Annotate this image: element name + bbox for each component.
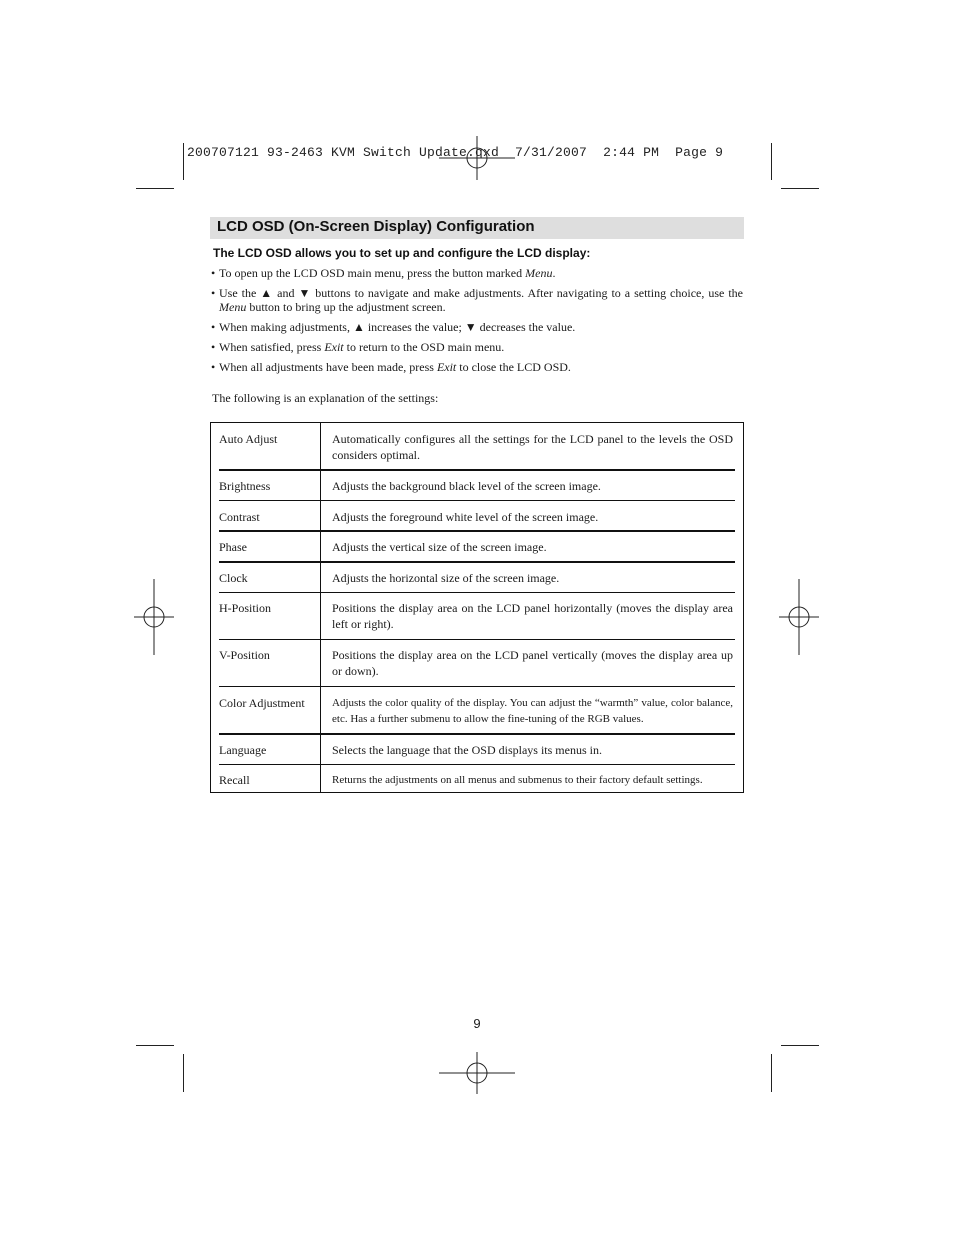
list-item-emphasis: Menu — [525, 266, 553, 280]
setting-name: Phase — [219, 540, 247, 554]
intro-text: The LCD OSD allows you to set up and configure the LCD display: — [213, 246, 591, 260]
column-divider — [320, 423, 321, 792]
row-divider — [219, 500, 735, 501]
setting-description: Positions the display area on the LCD panel horizontally (moves the display area left or right). — [332, 601, 733, 631]
setting-name: Language — [219, 743, 267, 757]
setting-name: Clock — [219, 571, 248, 585]
registration-mark-icon — [439, 1052, 515, 1094]
setting-description: Adjusts the background black level of the screen image. — [332, 479, 601, 493]
row-divider — [219, 530, 735, 532]
registration-mark-icon — [134, 579, 174, 655]
list-item-text: to return to the OSD main menu. — [343, 340, 505, 354]
setting-name: Auto Adjust — [219, 432, 278, 446]
bullet-icon: • — [211, 266, 216, 280]
crop-mark — [136, 1045, 174, 1046]
setting-description: Returns the adjustments on all menus and submenus to their factory default settings. — [332, 774, 703, 786]
setting-name: Brightness — [219, 479, 271, 493]
crop-mark — [136, 188, 174, 189]
list-item — [211, 266, 743, 280]
bullet-icon: • — [211, 286, 216, 300]
list-item-text: When satisfied, press — [219, 340, 325, 354]
setting-name: V-Position — [219, 648, 270, 662]
registration-mark-icon — [779, 579, 819, 655]
crop-mark — [771, 1054, 772, 1092]
bullet-icon: • — [211, 320, 216, 334]
row-divider — [219, 561, 735, 563]
crop-mark — [771, 143, 772, 180]
crop-mark — [183, 1054, 184, 1092]
list-item-text: . — [552, 266, 556, 280]
setting-description: Positions the display area on the LCD panel vertically (moves the display area up or down). — [332, 648, 733, 678]
list-item — [211, 340, 743, 354]
list-item-text: When all adjustments have been made, press — [219, 360, 437, 374]
row-divider — [219, 639, 735, 640]
crop-mark — [183, 143, 184, 180]
settings-table — [210, 422, 744, 793]
bullet-icon: • — [211, 340, 216, 354]
row-divider — [219, 592, 735, 593]
setting-description: Selects the language that the OSD displays its menus in. — [332, 743, 602, 757]
setting-description: Automatically configures all the settings for the LCD panel to the levels the OSD considers optimal. — [332, 432, 733, 462]
row-divider — [219, 686, 735, 687]
list-item-emphasis: Exit — [324, 340, 344, 354]
row-divider — [219, 733, 735, 735]
print-slug: 200707121 93-2463 KVM Switch Update.qxd 7/31/2007 2:44 PM Page 9 — [187, 145, 724, 160]
bullet-icon: • — [211, 360, 216, 374]
section-title-bar — [210, 217, 744, 239]
instruction-list — [211, 266, 743, 380]
setting-description: Adjusts the color quality of the display. You can adjust the “warmth” value, color balance, etc. Has a further submenu to allow the fine-tuning of the RGB values. — [332, 697, 733, 725]
crop-mark — [781, 1045, 819, 1046]
list-item-text: When making adjustments, ▲ increases the value; ▼ decreases the value. — [219, 320, 576, 334]
list-item — [211, 360, 743, 374]
list-item-emphasis: Menu — [219, 300, 247, 314]
setting-name: H-Position — [219, 601, 272, 615]
list-item-text: to close the LCD OSD. — [456, 360, 571, 374]
list-item-text: Use the ▲ and ▼ buttons to navigate and make adjustments. After navigating to a setting choice, use the — [219, 286, 743, 300]
page-number: 9 — [473, 1016, 481, 1031]
table-lead-text: The following is an explanation of the settings: — [212, 391, 439, 405]
row-divider — [219, 764, 735, 765]
setting-name: Contrast — [219, 510, 260, 524]
registration-mark-icon — [439, 136, 515, 180]
setting-name: Color Adjustment — [219, 696, 305, 710]
setting-description: Adjusts the vertical size of the screen image. — [332, 540, 547, 554]
list-item-text: button to bring up the adjustment screen. — [246, 300, 446, 314]
list-item-emphasis: Exit — [436, 360, 457, 374]
setting-name: Recall — [219, 773, 250, 787]
row-divider — [219, 469, 735, 471]
list-item — [211, 286, 743, 314]
section-title: LCD OSD (On-Screen Display) Configuration — [217, 218, 535, 235]
setting-description: Adjusts the foreground white level of the screen image. — [332, 510, 599, 524]
list-item — [211, 320, 743, 334]
crop-mark — [781, 188, 819, 189]
setting-description: Adjusts the horizontal size of the screen image. — [332, 571, 560, 585]
list-item-text: To open up the LCD OSD main menu, press the button marked — [219, 266, 526, 280]
